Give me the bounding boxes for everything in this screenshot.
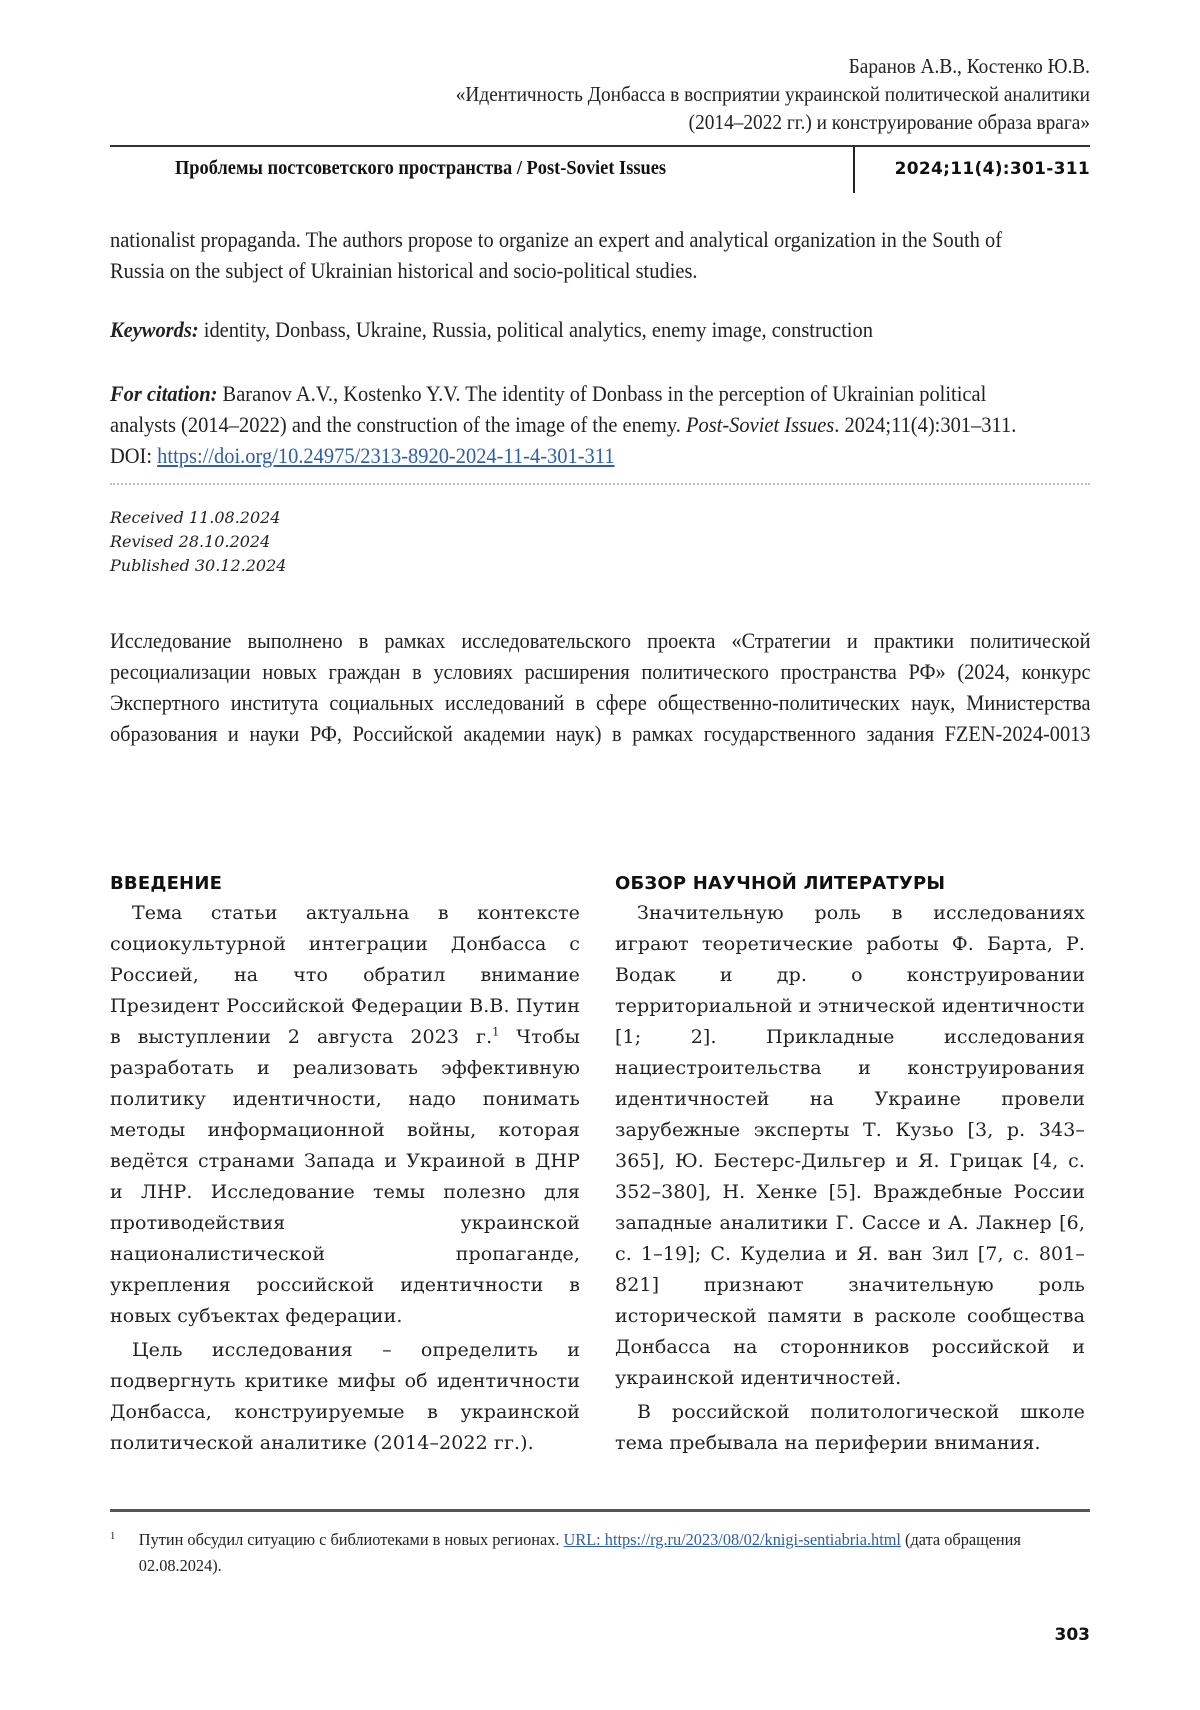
section-heading-introduction: ВВЕДЕНИЕ (110, 873, 223, 894)
footnote-link[interactable]: URL: https://rg.ru/2023/08/02/knigi-sentiabria.html (563, 1530, 901, 1549)
journal-issue: 2024;11(4):301-311 (894, 159, 1090, 179)
footnote-text (139, 1527, 1070, 1579)
introduction-paragraph-1 (110, 898, 580, 1332)
journal-bar (110, 147, 1090, 193)
date-published: Published 30.12.2024 (110, 556, 287, 575)
section-heading-literature-review: ОБЗОР НАУЧНОЙ ЛИТЕРАТУРЫ (615, 873, 946, 894)
footnote-access-date: (дата обращения 02.08.2024). (138, 1530, 1021, 1575)
column-right (615, 870, 1085, 1459)
journal-name: Проблемы постсоветского пространства / Post-Soviet Issues (175, 157, 667, 179)
citation-text: Baranov A.V., Kostenko Y.V. The identity of Donbass in the perception of Ukrainian political analysts (2014–2022) and the construction of the image of the enemy. (110, 381, 987, 437)
doi-link[interactable]: https://doi.org/10.24975/2313-8920-2024-11-4-301-311 (157, 443, 615, 468)
literature-paragraph-1: Значительную роль в исследованиях играют теоретические работы Ф. Барта, Р. Водак и др. о конструировании территориальной и этнической идентичности [1; 2]. Прикладные исследования нациестроительства и конструирования идентичностей на Украине провели зарубежные эксперты Т. Кузьо [3, p. 343–365], Ю. Бестерс-Дильгер и Я. Грицак [4, с. 352–380], Н. Хенке [5]. Враждебные России западные аналитики Г. Сассе и А. Лакнер [6, с. 1–19]; С. Куделиа и Я. ван Зил [7, с. 801–821] признают значительную роль исторической памяти в расколе сообщества Донбасса на сторонников российской и украинской идентичностей. (615, 902, 1085, 1389)
footnote-1 (110, 1527, 1070, 1579)
footnote-rule (110, 1509, 1090, 1512)
running-head (188, 52, 1090, 136)
abstract-end: nationalist propaganda. The authors propose to organize an expert and analytical organization in the South of Russia on the subject of Ukrainian historical and socio-political studies. (110, 227, 1003, 283)
article-dates (110, 506, 286, 578)
footnote-ref[interactable]: 1 (492, 1025, 500, 1039)
citation (110, 378, 1040, 471)
running-head-title-line1: «Идентичность Донбасса в восприятии украинской политической аналитики (455, 82, 1090, 106)
footnote-text-main: Путин обсудил ситуацию с библиотеками в новых регионах. (138, 1530, 564, 1549)
citation-text-after: . 2024;11(4):301–311. DOI: (110, 412, 1017, 468)
introduction-paragraph-2: Цель исследования – определить и подвергнуть критике мифы об идентичности Донбасса, конструируемые в украинской политической аналитике (2014–2022 гг.). (110, 1339, 580, 1454)
column-left (110, 870, 580, 1459)
dotted-divider (110, 483, 1090, 485)
introduction-paragraph-1-cont: Чтобы разработать и реализовать эффективную политику идентичности, надо понимать методы информационной войны, которая ведётся странами Запада и Украиной в ДНР и ЛНР. Исследование темы полезно для противодействия украинской националистической пропаганде, укрепления российской идентичности в новых субъектах федерации. (110, 1026, 581, 1327)
running-head-authors: Баранов А.В., Костенко Ю.В. (848, 54, 1090, 78)
keywords-text: identity, Donbass, Ukraine, Russia, political analytics, enemy image, construction (198, 317, 873, 342)
citation-journal: Post-Soviet Issues (685, 412, 835, 437)
footnote-number: 1 (110, 1530, 116, 1542)
date-received: Received 11.08.2024 (110, 508, 281, 527)
introduction-paragraph-1-text: Тема статьи актуальна в контексте социокультурной интеграции Донбасса с Россией, на что обратил внимание Президент Российской Федерации В.В. Путин в выступлении 2 августа 2023 г. (110, 902, 580, 1048)
funding-statement: Исследование выполнено в рамках исследовательского проекта «Стратегии и практики политической ресоциализации новых граждан в условиях расширения политического пространства РФ» (2024, конкурс Экспертного института социальных исследований в сфере общественно-политических наук, Министерства образования и науки РФ, Российской академии наук) в рамках государственного задания FZEN-2024-0013 (110, 628, 1091, 746)
running-head-title-line2: (2014–2022 гг.) и конструирование образа врага» (688, 110, 1090, 134)
date-revised: Revised 28.10.2024 (110, 532, 271, 551)
literature-paragraph-2: В российской политологической школе тема пребывала на периферии внимания. (615, 1401, 1085, 1454)
keywords (110, 314, 1040, 345)
keywords-label: Keywords: (110, 317, 199, 342)
citation-label: For citation: (110, 381, 218, 406)
page-number: 303 (1054, 1625, 1090, 1645)
header-divider (853, 147, 855, 193)
